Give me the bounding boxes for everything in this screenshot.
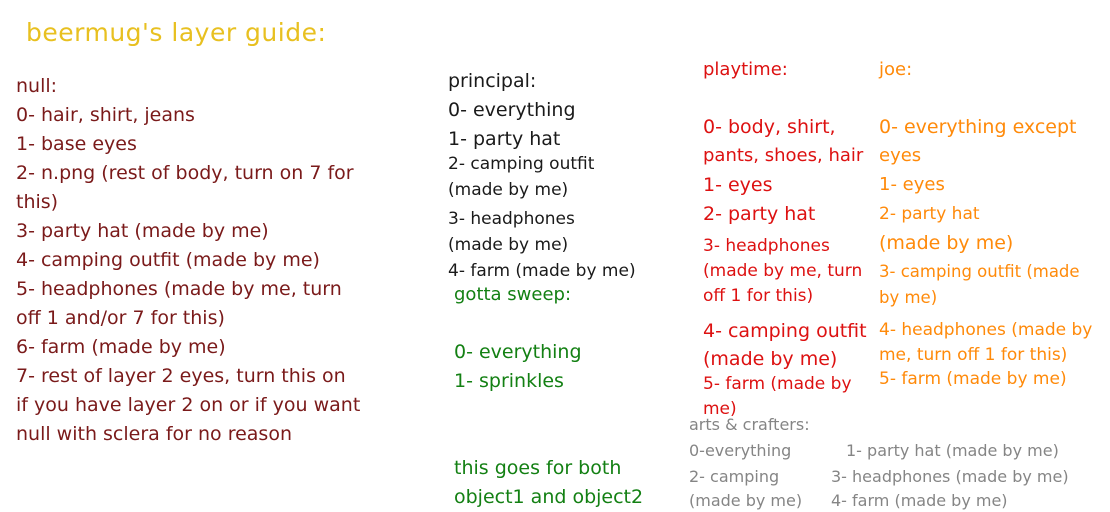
gotta-sweep-note: this goes for both [454,457,622,479]
playtime-line: pants, shoes, hair [703,145,864,166]
null-line: 0- hair, shirt, jeans [16,104,195,126]
arts-crafters-heading: arts & crafters: [689,415,810,434]
arts-crafters-item: 3- headphones (made by me) [831,467,1069,486]
principal-line: (made by me) [448,235,569,255]
null-line: 4- camping outfit (made by me) [16,249,320,271]
playtime-line: 5- farm (made by [703,374,852,394]
principal-heading: principal: [448,70,537,92]
null-line: this) [16,191,59,213]
playtime-line: 0- body, shirt, [703,116,836,138]
gotta-sweep-note: object1 and object2 [454,486,644,508]
principal-line: 0- everything [448,99,576,121]
null-line: 5- headphones (made by me, turn [16,278,342,300]
playtime-line: 1- eyes [703,174,773,196]
null-line: 6- farm (made by me) [16,336,226,358]
null-heading: null: [16,75,58,97]
null-line: null with sclera for no reason [16,423,293,445]
arts-crafters-item: 2- camping [689,467,780,486]
joe-line: 1- eyes [879,174,945,195]
joe-line: eyes [879,145,922,166]
principal-line: 3- headphones [448,209,575,229]
joe-line: 4- headphones (made by [879,320,1093,340]
playtime-line: (made by me) [703,348,838,370]
arts-crafters-item: 4- farm (made by me) [831,491,1008,510]
principal-line: (made by me) [448,180,569,200]
playtime-line: 4- camping outfit [703,320,867,342]
arts-crafters-item: 1- party hat (made by me) [846,441,1059,460]
playtime-line: (made by me, turn [703,261,863,281]
playtime-heading: playtime: [703,59,788,80]
null-line: 7- rest of layer 2 eyes, turn this on [16,365,346,387]
arts-crafters-item: (made by me) [689,491,803,510]
gotta-sweep-line: 0- everything [454,341,582,363]
null-line: 1- base eyes [16,133,137,155]
gotta-sweep-heading: gotta sweep: [454,284,572,305]
joe-line: by me) [879,288,938,307]
joe-line: (made by me) [879,232,1014,254]
null-line: 2- n.png (rest of body, turn on 7 for [16,162,354,184]
playtime-line: off 1 for this) [703,286,814,306]
null-line: if you have layer 2 on or if you want [16,394,361,416]
principal-line: 4- farm (made by me) [448,261,636,281]
principal-line: 2- camping outfit [448,154,595,174]
joe-heading: joe: [879,59,913,80]
joe-line: 5- farm (made by me) [879,369,1067,389]
page-title: beermug's layer guide: [26,18,327,47]
null-line: off 1 and/or 7 for this) [16,307,225,329]
playtime-line: me) [703,399,737,419]
playtime-line: 3- headphones [703,236,830,256]
joe-line: 2- party hat [879,204,980,224]
joe-line: 3- camping outfit (made [879,262,1080,281]
principal-line: 1- party hat [448,128,561,150]
joe-line: 0- everything except [879,116,1077,138]
null-line: 3- party hat (made by me) [16,220,269,242]
gotta-sweep-line: 1- sprinkles [454,370,564,392]
playtime-line: 2- party hat [703,203,816,225]
arts-crafters-item: 0-everything [689,441,792,460]
joe-line: me, turn off 1 for this) [879,345,1068,365]
